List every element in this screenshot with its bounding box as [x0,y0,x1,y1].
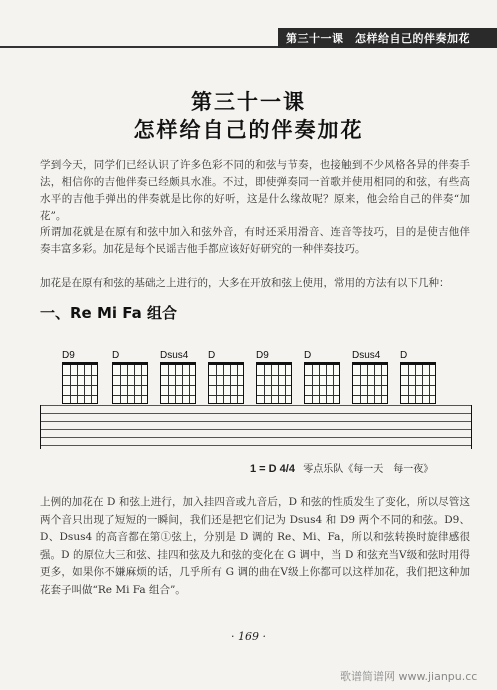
chord-diagram [304,350,348,404]
grid-string [381,365,382,403]
grid-string [84,365,85,403]
paragraph-definition: 所谓加花就是在原有和弦中加入和弦外音，有时还采用滑音、连音等技巧，目的是使吉他伴奏丰富多彩。加花是每个民谣吉他手都应该好好研究的一种伴奏技巧。 [40,226,470,255]
grid-string [91,365,92,403]
chord-name: D [112,350,120,361]
chord-grid [352,362,388,404]
chord-name: D9 [62,350,75,361]
chord-name: D [400,350,408,361]
grid-fret [63,395,97,396]
tab-string-line [41,421,471,422]
grid-fret [257,375,291,376]
tab-string-line [41,429,471,430]
lesson-title: 怎样给自己的伴奏加花 [133,118,364,142]
grid-fret [257,395,291,396]
grid-fret [305,375,339,376]
key-value: 1 = D 4/4 [250,463,295,475]
tab-string-line [41,445,471,446]
song-source: 零点乐队《每一天 每一夜》 [303,464,434,475]
key-signature [250,460,433,475]
grid-string [264,365,265,403]
grid-string [408,365,409,403]
grid-string [189,365,190,403]
grid-string [175,365,176,403]
chord-name: Dsus4 [160,350,189,361]
chord-diagram [352,350,396,404]
grid-string [182,365,183,403]
grid-string [422,365,423,403]
grid-fret [209,375,243,376]
grid-fret [353,395,387,396]
grid-fret [161,395,195,396]
grid-fret [113,375,147,376]
chord-name: Dsus4 [352,350,381,361]
chord-grid [256,362,292,404]
grid-string [360,365,361,403]
chord-diagram [208,350,252,404]
grid-string [237,365,238,403]
tab-string-line [41,413,471,414]
grid-string [278,365,279,403]
chord-diagram [62,350,106,404]
page-header [0,28,497,50]
tab-string-line [41,437,471,438]
grid-string [70,365,71,403]
paragraph-explanation: 上例的加花在 D 和弦上进行，加入挂四音或九音后，D 和弦的性质发生了变化，所以尽管这两个音只出现了短短的一瞬间，我们还是把它们记为 Dsus4 和 D9 两个不同的和弦。D9、D、Dsus4 的高音都在第①弦上，分别是 D 调的 Re、Mi、Fa，所以和弦转换时旋律感很强。D 的原位大三和弦、挂四和弦及九和弦的变化在 G 调中，当 D 和弦充当Ⅴ级和弦时用得更多，如果你不嫌麻烦的话，几乎所有 G 调的曲在Ⅴ级上你都可以这样加花，我们把这种加花套子叫做“Re Mi Fa 组合”。 [40,496,470,596]
chord-diagram [400,350,444,404]
grid-string [168,365,169,403]
grid-string [429,365,430,403]
grid-fret [401,395,435,396]
grid-fret [401,375,435,376]
grid-fret [113,385,147,386]
grid-string [285,365,286,403]
grid-string [127,365,128,403]
grid-string [312,365,313,403]
lesson-number: 第三十一课 [191,90,306,114]
chord-grid [112,362,148,404]
chord-diagram [256,350,300,404]
grid-fret [353,375,387,376]
chord-grid [208,362,244,404]
grid-fret [209,385,243,386]
grid-string [77,365,78,403]
paragraph-intro: 学到今天，同学们已经认识了许多色彩不同的和弦与节奏，也接触到不少风格各异的伴奏手法，相信你的吉他伴奏已经颇具水准。不过，即使弹奏同一首歌并使用相同的和弦，有些高水平的吉他手弹出的伴奏就是比你的好听，这是什么缘故呢？原来，他会给自己的伴奏“加花”。 [40,159,470,222]
chord-name: D [304,350,312,361]
chord-grid [62,362,98,404]
chord-name: D9 [256,350,269,361]
grid-string [141,365,142,403]
grid-fret [305,385,339,386]
grid-string [271,365,272,403]
grid-string [223,365,224,403]
section-heading: 一、Re Mi Fa 组合 [40,304,177,322]
chord-name: D [208,350,216,361]
grid-string [333,365,334,403]
chord-grid [400,362,436,404]
watermark: 歌谱简谱网 www.jianpu.cc [340,670,478,683]
chord-grid [160,362,196,404]
chord-grid [304,362,340,404]
grid-fret [63,375,97,376]
tablature-staff [40,405,472,449]
grid-string [367,365,368,403]
grid-string [319,365,320,403]
grid-fret [63,385,97,386]
grid-fret [113,395,147,396]
grid-string [120,365,121,403]
paragraph-methods: 加花是在原有和弦的基础之上进行的，大多在开放和弦上使用，常用的方法有以下几种： [40,277,450,289]
grid-string [216,365,217,403]
tab-string-line [41,405,471,406]
grid-fret [305,395,339,396]
page-number: · 169 · [231,630,266,643]
grid-string [134,365,135,403]
grid-fret [209,395,243,396]
grid-fret [353,385,387,386]
grid-string [374,365,375,403]
grid-string [415,365,416,403]
grid-fret [401,385,435,386]
grid-fret [161,385,195,386]
header-text: 第三十一课 怎样给自己的伴奏加花 [286,32,470,45]
grid-fret [161,375,195,376]
chord-diagram [112,350,156,404]
grid-string [326,365,327,403]
grid-string [230,365,231,403]
chord-diagram [160,350,204,404]
grid-fret [257,385,291,386]
